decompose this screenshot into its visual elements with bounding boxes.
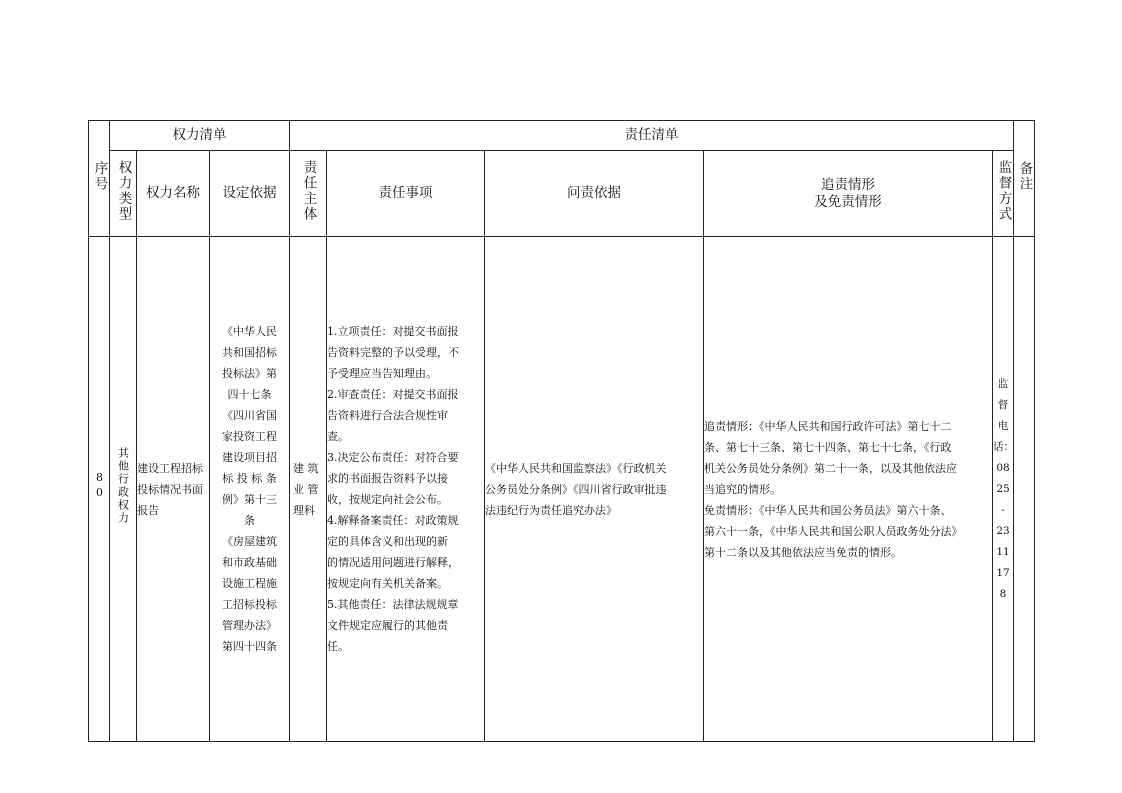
cell-legal-basis: 《中华人民 共和国招标 投标法》第 四十七条 《四川省国 家投资工程 建设项目招 标 投 标 条 例》第十三 条 《房屋建筑 和市政基础 设施工程施 工招标投标 管理办法》 第四十四条 bbox=[210, 237, 290, 742]
header-supervision bbox=[993, 151, 1014, 237]
power-responsibility-table bbox=[88, 120, 1035, 742]
cell-seq bbox=[89, 237, 110, 742]
cell-responsible-body: 建 筑 业 管 理科 bbox=[290, 237, 327, 742]
header-remarks bbox=[1014, 121, 1035, 237]
group-header-responsibility-list: 责任清单 bbox=[290, 121, 1014, 151]
power-type-value: 其他行政权力 bbox=[116, 446, 130, 525]
header-seq bbox=[89, 121, 110, 237]
group-header-power-list: 权力清单 bbox=[110, 121, 290, 151]
header-supervision-label: 监督方式 bbox=[995, 160, 1012, 223]
cell-responsibility-items: 1.立项责任：对提交书面报 告资料完整的予以受理，不 予受理应当告知理由。 2.审查责任：对提交书面报 告资料进行合法合规性审 查。 3.决定公布责任：对符合要 求的书面报告资料予以接 收，按规定向社会公布。 4.解释备案责任：对政策规 定的具体含义和出现的新 的情况适用问题进行解释， 按规定向有关机关备案。 5.其他责任：法律法规规章 文件规定应履行的其他责 任。 bbox=[327, 237, 485, 742]
table-row bbox=[89, 237, 1035, 742]
cell-power-name: 建设工程招标投标情况书面报告 bbox=[137, 237, 210, 742]
header-pursuit-exemption: 追责情形 及免责情形 bbox=[704, 151, 993, 237]
header-responsible-body bbox=[290, 151, 327, 237]
header-power-type bbox=[110, 151, 137, 237]
header-power-name: 权力名称 bbox=[137, 151, 210, 237]
cell-power-type bbox=[110, 237, 137, 742]
cell-pursuit-exemption: 追责情形：《中华人民共和国行政许可法》第七十二 条、第七十三条、第七十四条、第七十七条，《行政 机关公务员处分条例》第二十一条，以及其他依法应 当追究的情形。 免责情形：《中华人民共和国公务员法》第六十条、 第六十一条，《中华人民共和国公职人员政务处分法》 第十二条以及其他依法应当免责的情形。 bbox=[704, 237, 993, 742]
header-legal-basis: 设定依据 bbox=[210, 151, 290, 237]
cell-supervision: 监 督 电 话： 08 25 - 23 11 17 8 bbox=[993, 237, 1014, 742]
header-seq-label: 序号 bbox=[91, 160, 108, 192]
header-responsible-body-label: 责任主体 bbox=[300, 160, 317, 223]
header-accountability-basis: 问责依据 bbox=[485, 151, 704, 237]
header-remarks-label: 备注 bbox=[1016, 160, 1033, 192]
header-responsibility-items: 责任事项 bbox=[327, 151, 485, 237]
header-power-type-label: 权力类型 bbox=[115, 160, 132, 223]
cell-remarks bbox=[1014, 237, 1035, 742]
seq-value: 80 bbox=[93, 470, 106, 501]
cell-accountability-basis: 《中华人民共和国监察法》《行政机关 公务员处分条例》《四川省行政审批违 法违纪行为责任追究办法》 bbox=[485, 237, 704, 742]
